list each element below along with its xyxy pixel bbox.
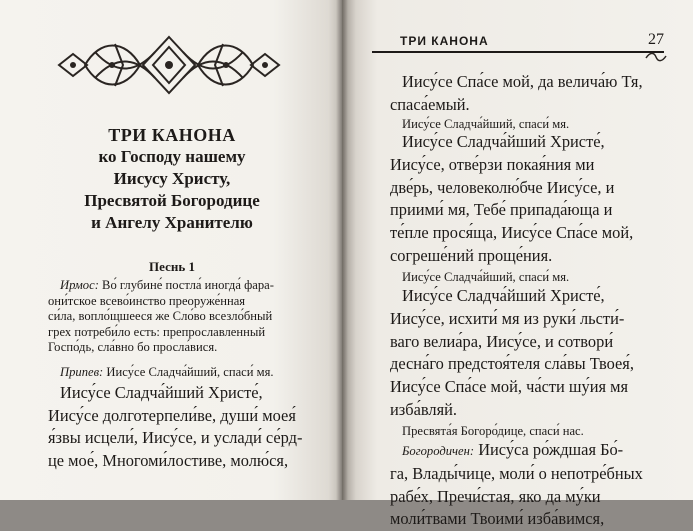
header-title: ТРИ КАНОНА <box>400 34 489 48</box>
refrain: Пресвята́я Богоро́дице, спаси́ нас. <box>402 424 584 438</box>
refrain: Иису́се Сладча́йший, спаси́ мя. <box>402 117 570 131</box>
theotokion-line: Богородичен: Иису́са ро́ждшая Бо́- <box>402 440 624 459</box>
title-line: Пресвятой Богородице <box>84 191 260 210</box>
verse-block: Иису́се Сладча́йший Христе́, Иису́се, исхити́ мя из руки́ льсти́- ваго велиа́ра, Иису́се, и сотвори́ десна́го предстоя́теля сла́вы Твоея́, Иису́се Спа́се мой, ча́сти шу́ия мя изба́вляй. <box>390 286 634 419</box>
troparion-line: Иису́се долготерпели́ве, души́ моея́ <box>48 405 296 425</box>
troparion-line: Иису́се Сладча́йший Христе́, <box>60 383 263 402</box>
irmos-line: они́тское всево́инство преоруже́нная <box>48 293 246 308</box>
refrain <box>48 364 310 380</box>
header-rule <box>372 51 664 53</box>
irmos-line: грех потреби́ло есть: препрославленный <box>48 324 266 339</box>
irmos-line: Ирмос: Во́ глубине́ постла́ иногда́ фара- <box>60 278 274 292</box>
troparion-block <box>48 382 310 472</box>
left-page <box>0 0 342 500</box>
title-main: ТРИ КАНОНА <box>108 125 236 145</box>
irmos-line: си́ла, вопло́щшееся же Сло́во всезло́бный <box>48 309 273 324</box>
flourish-icon <box>644 50 668 64</box>
title-line: ко Господу нашему <box>98 147 246 166</box>
book-gutter <box>336 0 348 500</box>
title-line: и Ангелу Хранителю <box>91 213 253 232</box>
irmos-label: Ирмос: <box>60 278 99 292</box>
theotokion-block: Богородичен: Иису́са ро́ждшая Бо́- га, Влады́чице, моли́ о непотре́бных рабе́х, Пречи́стая, яко да му́ки моли́твами Твоими́ изба́вимся, <box>390 439 668 531</box>
ornamental-headpiece-icon <box>55 34 283 96</box>
verse-block: Иису́се Спа́се мой, да велича́ю Тя, спаса́емый. <box>390 72 643 114</box>
refrain-label: Припев: <box>60 365 104 379</box>
page-number: 27 <box>648 31 664 48</box>
irmos-line: Госпо́дь, сла́вно бо просла́вися. <box>48 340 218 355</box>
song-heading: Песнь 1 <box>149 259 195 274</box>
title-line: Иисусу Христу, <box>113 169 231 188</box>
refrain: Иису́се Сладча́йший, спаси́ мя. <box>402 270 570 284</box>
running-header <box>372 30 672 52</box>
troparion-line: я́звы исцели́, Иису́се, и услади́ се́рд- <box>48 428 303 448</box>
refrain-text: Иису́се Сладча́йший, спаси́ мя. <box>106 365 274 379</box>
verse-block: Иису́се Сладча́йший Христе́, Иису́се, отве́рзи покая́ния ми две́рь, человеколю́бче Иису́се, и приими́ мя, Тебе́ припада́юща и те́пле прося́ща, Иису́се Спа́се мой, согреше́ний проще́ния. <box>390 132 634 265</box>
theotokion-label: Богородичен: <box>402 444 475 458</box>
troparion-line: це мое́, Многоми́лостиве, молю́ся, <box>48 450 289 470</box>
irmos-block <box>48 278 308 356</box>
canon-title <box>40 124 304 234</box>
